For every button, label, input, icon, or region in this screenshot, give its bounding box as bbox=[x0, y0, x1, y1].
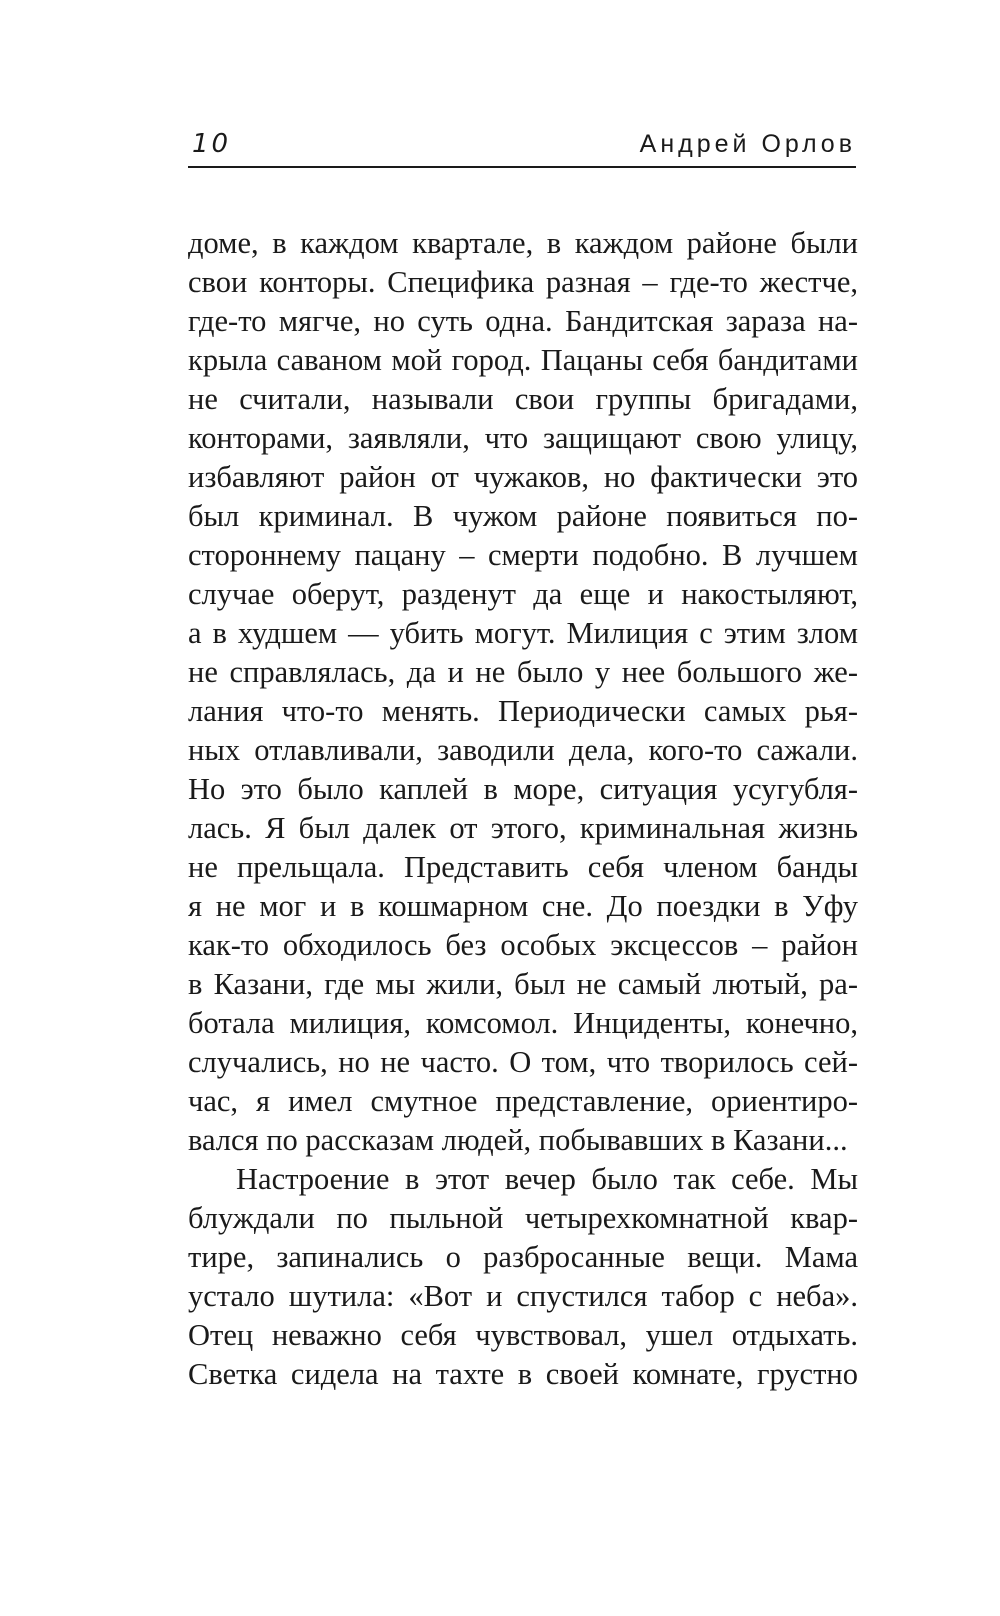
text-line: не справлялась, да и не было у нее большого же- bbox=[188, 655, 858, 689]
body-text bbox=[188, 224, 858, 1394]
text-line: где-то мягче, но суть одна. Бандитская зараза на- bbox=[188, 304, 858, 338]
text-line: не считали, называли свои группы бригадами, bbox=[188, 382, 858, 416]
text-line: случались, но не часто. О том, что творилось сей- bbox=[188, 1045, 858, 1079]
text-line: лась. Я был далек от этого, криминальная жизнь bbox=[188, 811, 858, 845]
text-line: избавляют район от чужаков, но фактически это bbox=[188, 460, 858, 494]
text-line: устало шутила: «Вот и спустился табор с неба». bbox=[188, 1279, 858, 1313]
text-line: свои конторы. Специфика разная – где-то жестче, bbox=[188, 265, 858, 299]
text-line: не прельщала. Представить себя членом банды bbox=[188, 850, 858, 884]
text-line: случае оберут, разденут да еще и накостыляют, bbox=[188, 577, 858, 611]
text-line: конторами, заявляли, что защищают свою улицу, bbox=[188, 421, 858, 455]
text-line: а в худшем — убить могут. Милиция с этим злом bbox=[188, 616, 858, 650]
text-line: в Казани, где мы жили, был не самый лютый, ра- bbox=[188, 967, 858, 1001]
text-line: блуждали по пыльной четырехкомнатной квар- bbox=[188, 1201, 858, 1235]
text-line: ботала милиция, комсомол. Инциденты, конечно, bbox=[188, 1006, 858, 1040]
text-line: доме, в каждом квартале, в каждом районе были bbox=[188, 226, 858, 260]
page-header bbox=[188, 126, 856, 168]
text-line: Светка сидела на тахте в своей комнате, грустно bbox=[188, 1357, 858, 1391]
text-line: ных отлавливали, заводили дела, кого-то сажали. bbox=[188, 733, 858, 767]
text-line: час, я имел смутное представление, ориентиро- bbox=[188, 1084, 858, 1118]
text-line: Но это было каплей в море, ситуация усугубля- bbox=[188, 772, 858, 806]
text-line: лания что-то менять. Периодически самых рья- bbox=[188, 694, 858, 728]
text-line: как-то обходилось без особых эксцессов – район bbox=[188, 928, 858, 962]
text-line: стороннему пацану – смерти подобно. В лучшем bbox=[188, 538, 858, 572]
text-line: крыла саваном мой город. Пацаны себя бандитами bbox=[188, 343, 858, 377]
running-head-author: Андрей Орлов bbox=[639, 130, 856, 158]
text-line: был криминал. В чужом районе появиться по- bbox=[188, 499, 858, 533]
paragraph-first-line: Настроение в этот вечер было так себе. Мы bbox=[236, 1162, 858, 1196]
page-number: 10 bbox=[192, 129, 232, 159]
paragraph-end-line: вался по рассказам людей, побывавших в Казани... bbox=[188, 1123, 848, 1157]
text-line: тире, запинались о разбросанные вещи. Мама bbox=[188, 1240, 858, 1274]
text-line: я не мог и в кошмарном сне. До поездки в Уфу bbox=[188, 889, 858, 923]
text-line: Отец неважно себя чувствовал, ушел отдыхать. bbox=[188, 1318, 858, 1352]
